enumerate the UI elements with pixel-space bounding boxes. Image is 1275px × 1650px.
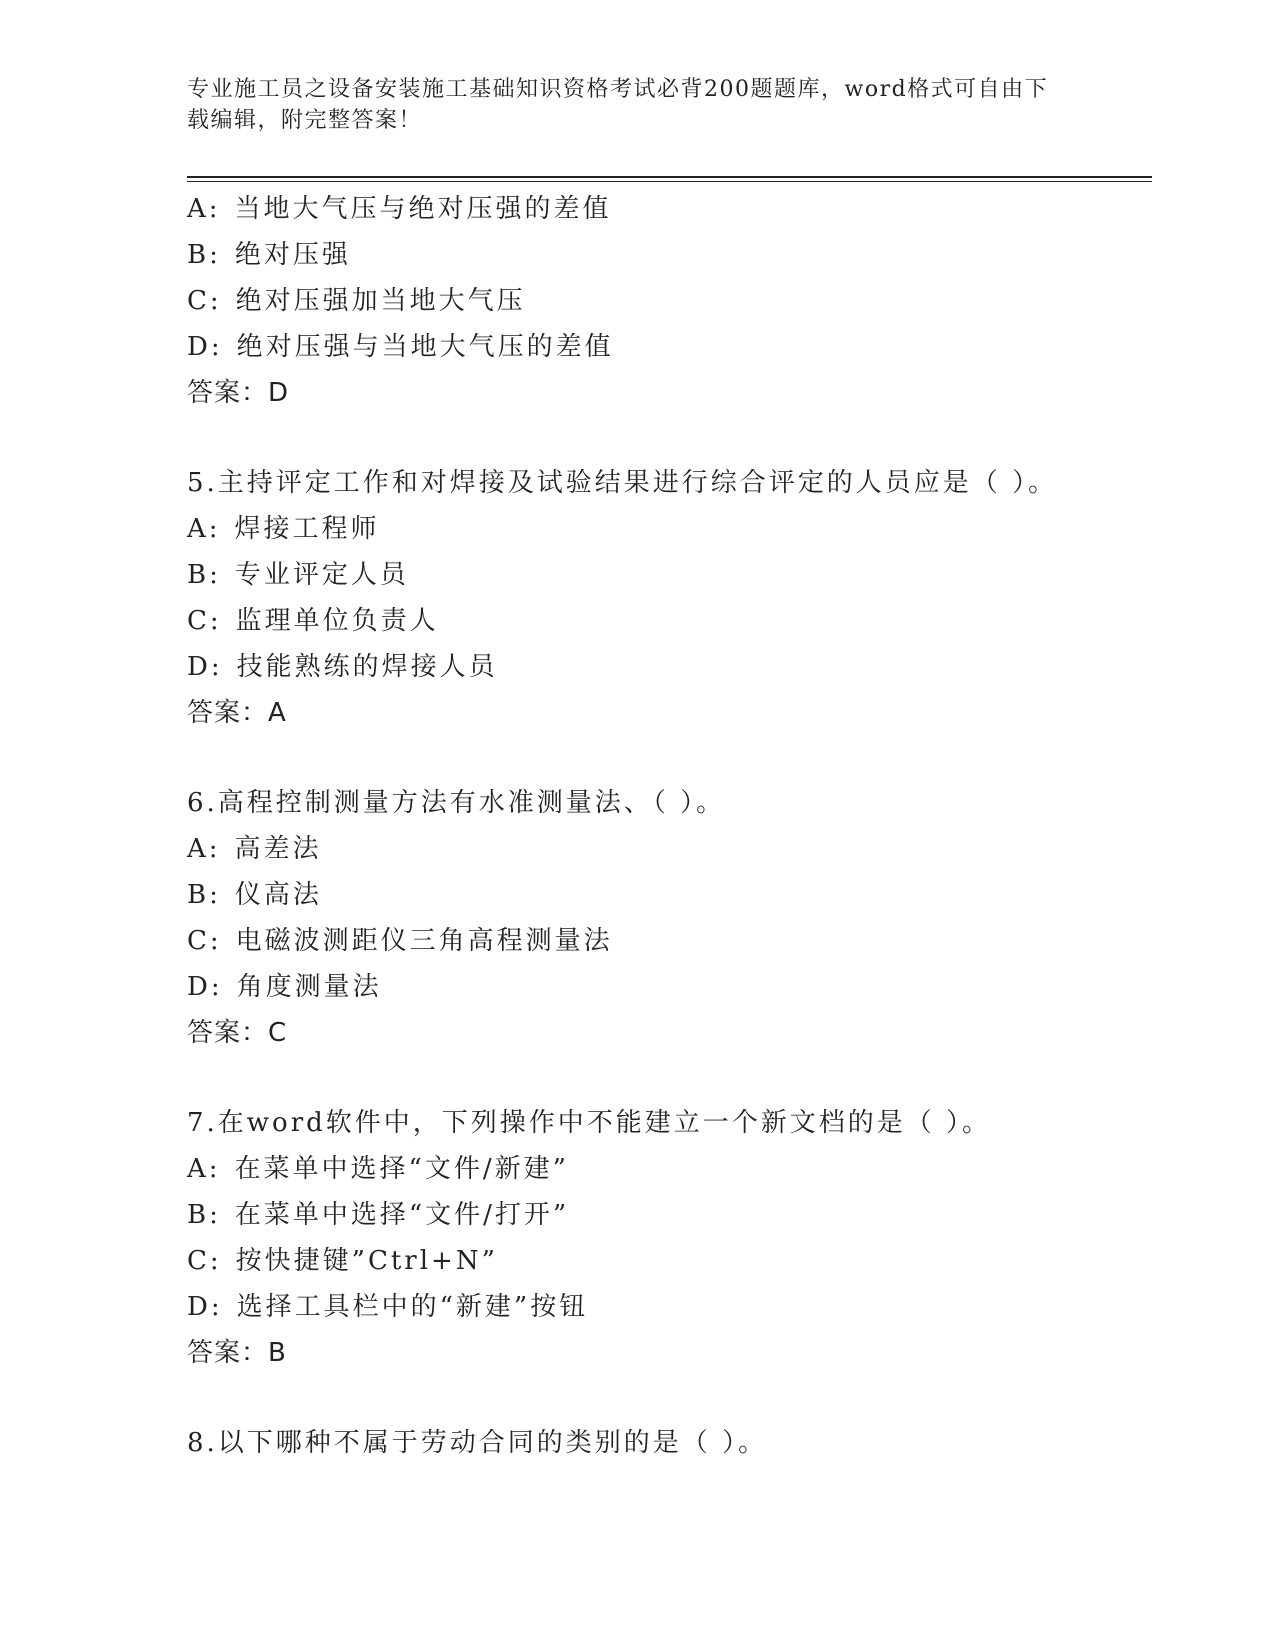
option-label: D: xyxy=(187,332,223,362)
option-d xyxy=(187,644,1152,690)
question-6-block xyxy=(187,780,1152,1056)
option-d xyxy=(187,964,1152,1010)
option-label: C: xyxy=(187,1246,222,1276)
option-label: A: xyxy=(187,514,221,544)
option-text: 在菜单中选择“文件/打开” xyxy=(234,1200,570,1230)
option-c xyxy=(187,598,1152,644)
question-4-block xyxy=(187,186,1152,416)
spacer xyxy=(187,736,1152,780)
answer-line: 答案：C xyxy=(187,1018,288,1048)
answer-line: 答案：A xyxy=(187,698,287,728)
option-text: 技能熟练的焊接人员 xyxy=(236,652,498,682)
question-7-block xyxy=(187,1100,1152,1376)
option-label: D: xyxy=(187,972,223,1002)
option-a xyxy=(187,186,1152,232)
document-body xyxy=(187,186,1152,1466)
option-label: B: xyxy=(187,560,221,590)
option-text: 绝对压强 xyxy=(234,240,351,270)
option-b xyxy=(187,232,1152,278)
spacer xyxy=(187,1056,1152,1100)
document-header: 专业施工员之设备安装施工基础知识资格考试必背200题题库，word格式可自由下载编辑，附完整答案！ xyxy=(187,77,1049,133)
option-text: 按快捷键”Ctrl+N” xyxy=(235,1246,498,1276)
question-text: 7.在word软件中，下列操作中不能建立一个新文档的是（ ）。 xyxy=(187,1108,992,1138)
option-text: 绝对压强加当地大气压 xyxy=(235,286,526,316)
option-label: A: xyxy=(187,1154,221,1184)
spacer xyxy=(187,416,1152,460)
question-text: 6.高程控制测量方法有水准测量法、（ ）。 xyxy=(187,788,726,818)
option-b xyxy=(187,872,1152,918)
option-label: B: xyxy=(187,880,221,910)
option-c xyxy=(187,918,1152,964)
option-text: 专业评定人员 xyxy=(234,560,409,590)
option-a xyxy=(187,826,1152,872)
option-label: A: xyxy=(187,194,221,224)
option-text: 角度测量法 xyxy=(236,972,382,1002)
option-label: C: xyxy=(187,606,222,636)
answer-line: 答案：D xyxy=(187,378,290,408)
option-label: C: xyxy=(187,926,222,956)
option-text: 焊接工程师 xyxy=(234,514,380,544)
answer-line: 答案：B xyxy=(187,1338,287,1368)
option-a xyxy=(187,506,1152,552)
option-text: 电磁波测距仪三角高程测量法 xyxy=(235,926,613,956)
option-text: 高差法 xyxy=(234,834,322,864)
option-text: 在菜单中选择“文件/新建” xyxy=(234,1154,569,1184)
header-divider-thin xyxy=(187,181,1152,182)
spacer xyxy=(187,1376,1152,1420)
option-label: D: xyxy=(187,1292,223,1322)
option-c xyxy=(187,1238,1152,1284)
question-8-block xyxy=(187,1420,1152,1466)
option-d xyxy=(187,1284,1152,1330)
option-label: C: xyxy=(187,286,222,316)
option-b xyxy=(187,1192,1152,1238)
header-divider-thick xyxy=(187,176,1152,178)
question-5-block xyxy=(187,460,1152,736)
option-text: 当地大气压与绝对压强的差值 xyxy=(234,194,612,224)
option-label: D: xyxy=(187,652,223,682)
option-label: A: xyxy=(187,834,221,864)
option-a xyxy=(187,1146,1152,1192)
option-c xyxy=(187,278,1152,324)
question-text: 5.主持评定工作和对焊接及试验结果进行综合评定的人员应是（ ）。 xyxy=(187,468,1058,498)
option-text: 绝对压强与当地大气压的差值 xyxy=(236,332,614,362)
option-label: B: xyxy=(187,1200,221,1230)
question-text: 8.以下哪种不属于劳动合同的类别的是（ ）。 xyxy=(187,1428,768,1458)
option-label: B: xyxy=(187,240,221,270)
option-b xyxy=(187,552,1152,598)
option-d xyxy=(187,324,1152,370)
option-text: 仪高法 xyxy=(234,880,322,910)
option-text: 监理单位负责人 xyxy=(235,606,439,636)
option-text: 选择工具栏中的“新建”按钮 xyxy=(236,1292,589,1322)
